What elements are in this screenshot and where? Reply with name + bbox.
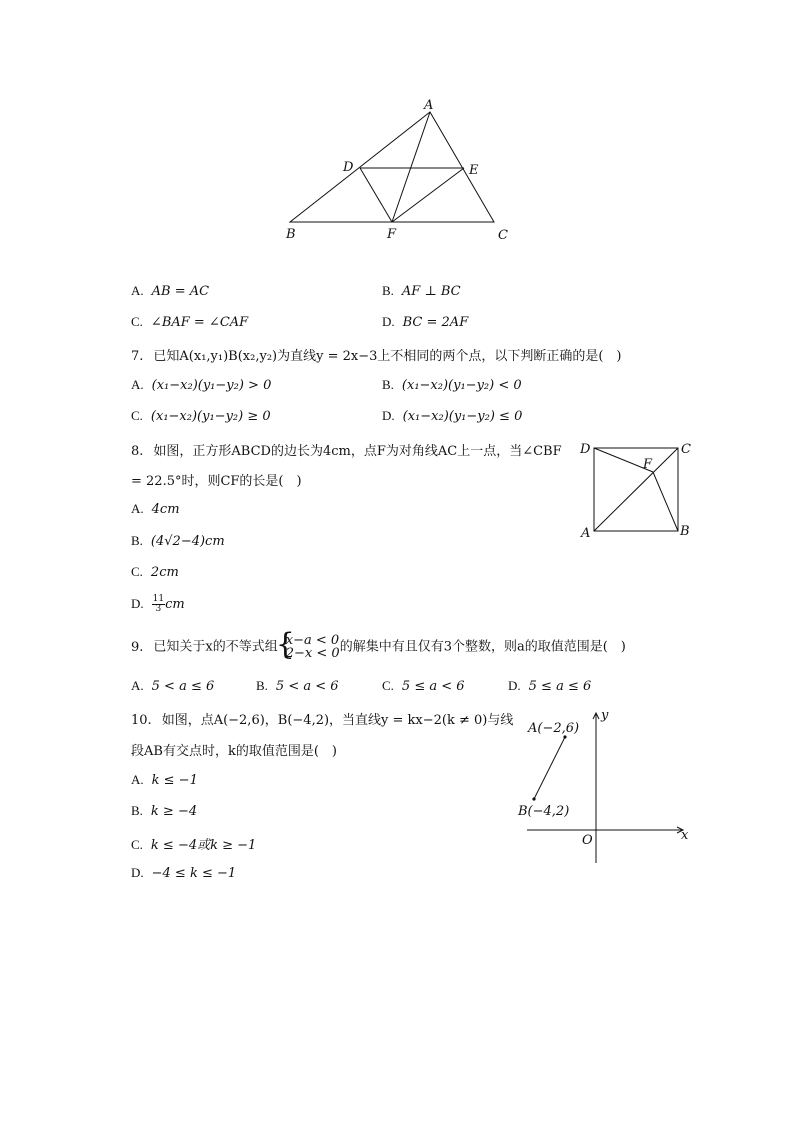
option-letter: B.	[131, 803, 143, 818]
segment-ab	[534, 737, 565, 799]
point-label-b: B	[680, 524, 690, 539]
option-letter: C.	[131, 564, 143, 579]
point-label-c: C	[681, 442, 691, 457]
option-letter: D.	[508, 678, 521, 693]
option-text: ∠BAF = ∠CAF	[150, 315, 249, 330]
option-letter: B.	[382, 377, 394, 392]
fraction-denominator: 3	[155, 604, 162, 614]
option-text: 5 ≤ a ≤ 6	[528, 679, 592, 694]
point-label-b: B	[286, 227, 296, 242]
q10-option-c[interactable]	[131, 834, 256, 853]
point-label-f: F	[387, 227, 397, 242]
option-text: (x₁−x₂)(y₁−y₂) ≤ 0	[402, 409, 523, 424]
option-text: (4√2−4)cm	[150, 534, 225, 549]
option-letter: C.	[131, 314, 143, 329]
fraction-numerator: 11	[152, 594, 165, 604]
option-text: (x₁−x₂)(y₁−y₂) < 0	[401, 378, 522, 393]
option-text: 2cm	[150, 565, 179, 580]
triangle-abc	[290, 112, 494, 222]
inequality-system	[278, 634, 340, 660]
question-text: 段AB有交点时，k的取值范围是( )	[131, 744, 337, 759]
question-text: 如图，正方形ABCD的边长为4cm，点F为对角线AC上一点，当∠CBF	[153, 444, 562, 459]
q10-option-a[interactable]	[131, 772, 198, 788]
q8-option-c[interactable]	[131, 564, 179, 580]
q7-option-c[interactable]	[131, 408, 271, 424]
option-text: AB = AC	[151, 284, 210, 299]
point-label-b: B(−4,2)	[518, 804, 570, 819]
option-letter: A.	[131, 678, 144, 693]
q10-stem-line1	[131, 709, 513, 728]
option-letter: D.	[131, 865, 144, 880]
coordinate-figure	[515, 705, 695, 870]
y-axis-label: y	[601, 708, 609, 723]
point-label-a: A(−2,6)	[528, 721, 580, 736]
diagonal-ac	[594, 448, 678, 531]
option-text: 5 < a ≤ 6	[151, 679, 215, 694]
option-letter: B.	[382, 283, 394, 298]
point-label-c: C	[498, 228, 508, 243]
q8-option-d[interactable]	[131, 595, 185, 614]
q7-stem	[131, 345, 622, 364]
point-label-e: E	[469, 163, 479, 178]
option-text: k ≤ −4或k ≥ −1	[150, 838, 257, 853]
option-letter: D.	[382, 314, 395, 329]
point-label-d: D	[580, 442, 591, 457]
q8-option-a[interactable]	[131, 501, 180, 517]
option-letter: C.	[382, 678, 394, 693]
fraction	[152, 595, 165, 614]
square-figure	[576, 438, 696, 542]
option-letter: B.	[131, 533, 143, 548]
q9-option-d[interactable]	[508, 678, 591, 694]
origin-label: O	[582, 833, 593, 848]
option-letter: B.	[256, 678, 268, 693]
option-text: k ≥ −4	[150, 804, 198, 819]
inequality-line: 2−x < 0	[285, 646, 340, 661]
option-letter: C.	[131, 837, 143, 852]
question-number: 9.	[131, 639, 144, 655]
question-number: 10.	[131, 713, 152, 728]
segment-af	[392, 112, 430, 222]
inequality-line: { x−a < 0	[285, 633, 340, 648]
point-label-f: F	[643, 457, 653, 472]
q9-option-b[interactable]	[256, 678, 339, 694]
x-axis-label: x	[681, 828, 689, 843]
point-label-a: A	[424, 98, 434, 113]
question-text: 如图，点A(−2,6)，B(−4,2)，当直线y = kx−2(k ≠ 0)与线	[161, 713, 514, 728]
point-label-a: A	[581, 526, 591, 541]
option-letter: D.	[131, 596, 144, 611]
q9-option-c[interactable]	[382, 678, 465, 694]
option-letter: A.	[131, 501, 144, 516]
option-text: 5 < a < 6	[275, 679, 339, 694]
option-letter: C.	[131, 408, 143, 423]
option-letter: A.	[131, 283, 144, 298]
option-letter: A.	[131, 377, 144, 392]
question-text: 已知A(x₁,y₁)B(x₂,y₂)为直线y = 2x−3上不相同的两个点，以下判断正确的是( )	[153, 349, 622, 364]
q9-stem	[131, 634, 626, 660]
option-text: AF ⊥ BC	[401, 284, 461, 299]
q6-option-b[interactable]	[382, 283, 461, 299]
segment-df	[360, 168, 392, 222]
option-text: 5 ≤ a < 6	[401, 679, 465, 694]
option-letter: D.	[382, 408, 395, 423]
option-letter: A.	[131, 772, 144, 787]
q7-option-b[interactable]	[382, 377, 522, 393]
q8-stem-line1	[131, 440, 562, 459]
option-text: BC = 2AF	[402, 315, 469, 330]
q6-option-d[interactable]	[382, 314, 468, 330]
q6-option-c[interactable]	[131, 314, 248, 330]
segment-ef	[392, 168, 464, 222]
q8-stem-line2	[131, 470, 302, 489]
question-number: 8.	[131, 444, 144, 459]
question-number: 7.	[131, 349, 144, 364]
option-text: k ≤ −1	[151, 773, 198, 788]
q7-option-a[interactable]	[131, 377, 271, 393]
question-text: = 22.5°时，则CF的长是( )	[131, 474, 302, 489]
segment-bf	[653, 472, 678, 531]
q10-stem-line2	[131, 740, 337, 759]
q7-option-d[interactable]	[382, 408, 522, 424]
question-text: 的解集中有且仅有3个整数，则a的取值范围是( )	[339, 639, 626, 655]
option-text: cm	[165, 597, 185, 612]
question-text: 已知关于x的不等式组	[153, 639, 278, 655]
q6-option-a[interactable]	[131, 283, 209, 299]
point-label-d: D	[343, 160, 354, 175]
q10-option-d[interactable]	[131, 865, 236, 881]
triangle-figure	[280, 92, 520, 247]
option-text: −4 ≤ k ≤ −1	[151, 866, 237, 881]
q10-option-b[interactable]	[131, 803, 197, 819]
option-text: (x₁−x₂)(y₁−y₂) > 0	[151, 378, 272, 393]
q9-option-a[interactable]	[131, 678, 214, 694]
option-text: 4cm	[151, 502, 180, 517]
q8-option-b[interactable]	[131, 533, 225, 549]
point-b-marker	[532, 797, 535, 800]
option-text: (x₁−x₂)(y₁−y₂) ≥ 0	[150, 409, 271, 424]
